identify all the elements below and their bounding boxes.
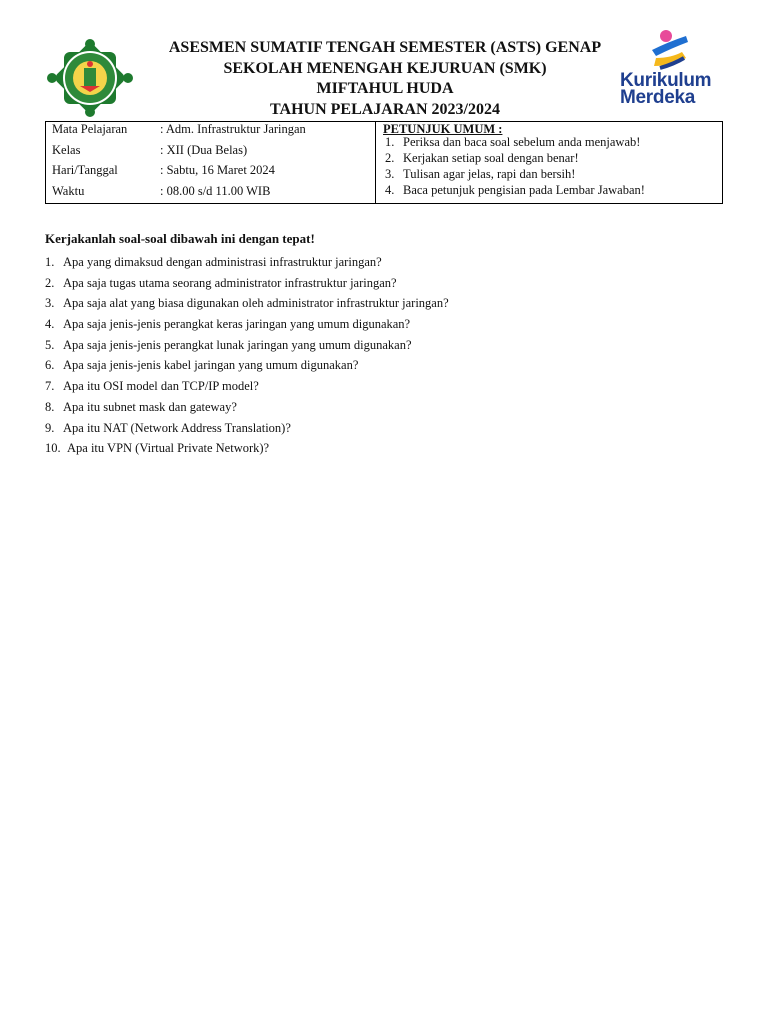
question-text: Apa saja jenis-jenis kabel jaringan yang umum digunakan? [63,358,359,373]
question-text: Apa itu OSI model dan TCP/IP model? [63,379,259,394]
instruction-number: 4. [385,183,395,197]
info-value: : 08.00 s/d 11.00 WIB [160,184,271,198]
question-item [45,400,725,421]
kurikulum-figure-icon [616,28,726,74]
question-item [45,441,725,462]
question-number: 6. [45,358,55,373]
instructions-title: PETUNJUK UMUM : [383,122,503,136]
question-number: 3. [45,296,55,311]
question-list [45,255,725,462]
questions-instruction: Kerjakanlah soal-soal dibawah ini dengan tepat! [45,231,315,246]
question-text: Apa saja alat yang biasa digunakan oleh administrator infrastruktur jaringan? [63,296,449,311]
info-value: : Adm. Infrastruktur Jaringan [160,122,306,136]
question-text: Apa itu VPN (Virtual Private Network)? [67,441,270,456]
question-text: Apa saja jenis-jenis perangkat lunak jaringan yang umum digunakan? [63,337,412,352]
kurikulum-logo-line2: Merdeka [620,87,695,108]
instruction-text: Periksa dan baca soal sebelum anda menjawab! [403,135,641,149]
question-text: Apa saja tugas utama seorang administrator infrastruktur jaringan? [63,275,397,290]
header-academic-year: TAHUN PELAJARAN 2023/2024 [270,100,500,118]
header-title: ASESMEN SUMATIF TENGAH SEMESTER (ASTS) GENAP [168,39,602,56]
header-school-name: MIFTAHUL HUDA [316,80,454,97]
header-school-type: SEKOLAH MENENGAH KEJURUAN (SMK) [223,59,547,77]
question-item [45,255,725,276]
exam-details [46,122,376,203]
question-item [45,296,725,317]
question-number: 8. [45,399,55,414]
instruction-number: 1. [385,135,395,149]
question-text: Apa itu subnet mask dan gateway? [63,399,237,414]
question-number: 10. [45,441,61,456]
info-label: Waktu [52,184,85,198]
kurikulum-logo-line1: Kurikulum [620,70,712,91]
question-text: Apa saja jenis-jenis perangkat keras jaringan yang umum digunakan? [63,317,411,332]
kurikulum-merdeka-logo [616,28,726,114]
exam-info-table [45,121,723,204]
question-item [45,379,725,400]
instruction-text: Kerjakan setiap soal dengan benar! [403,151,579,165]
info-label: Kelas [52,143,81,157]
question-item [45,421,725,442]
info-label: Mata Pelajaran [52,122,128,136]
document-header [140,38,630,120]
question-number: 5. [45,337,55,352]
question-number: 2. [45,275,55,290]
question-item [45,276,725,297]
instruction-item [385,183,645,198]
question-number: 4. [45,317,55,332]
question-item [45,358,725,379]
question-text: Apa itu NAT (Network Address Translation)? [63,420,291,435]
instruction-item [385,151,579,166]
question-text: Apa yang dimaksud dengan administrasi infrastruktur jaringan? [63,255,382,269]
question-item [45,338,725,359]
info-value: : Sabtu, 16 Maret 2024 [160,163,275,177]
instruction-item [385,167,575,182]
instruction-item [385,135,640,150]
school-logo [44,38,136,118]
question-item [45,317,725,338]
question-number: 9. [45,420,55,435]
info-value: : XII (Dua Belas) [160,143,248,157]
instruction-number: 2. [385,151,395,165]
question-number: 7. [45,379,55,394]
info-label: Hari/Tanggal [52,163,118,177]
general-instructions [376,122,722,203]
question-number: 1. [45,255,55,269]
instruction-number: 3. [385,167,395,181]
instruction-text: Tulisan agar jelas, rapi dan bersih! [403,167,576,181]
instruction-text: Baca petunjuk pengisian pada Lembar Jawaban! [403,183,645,197]
